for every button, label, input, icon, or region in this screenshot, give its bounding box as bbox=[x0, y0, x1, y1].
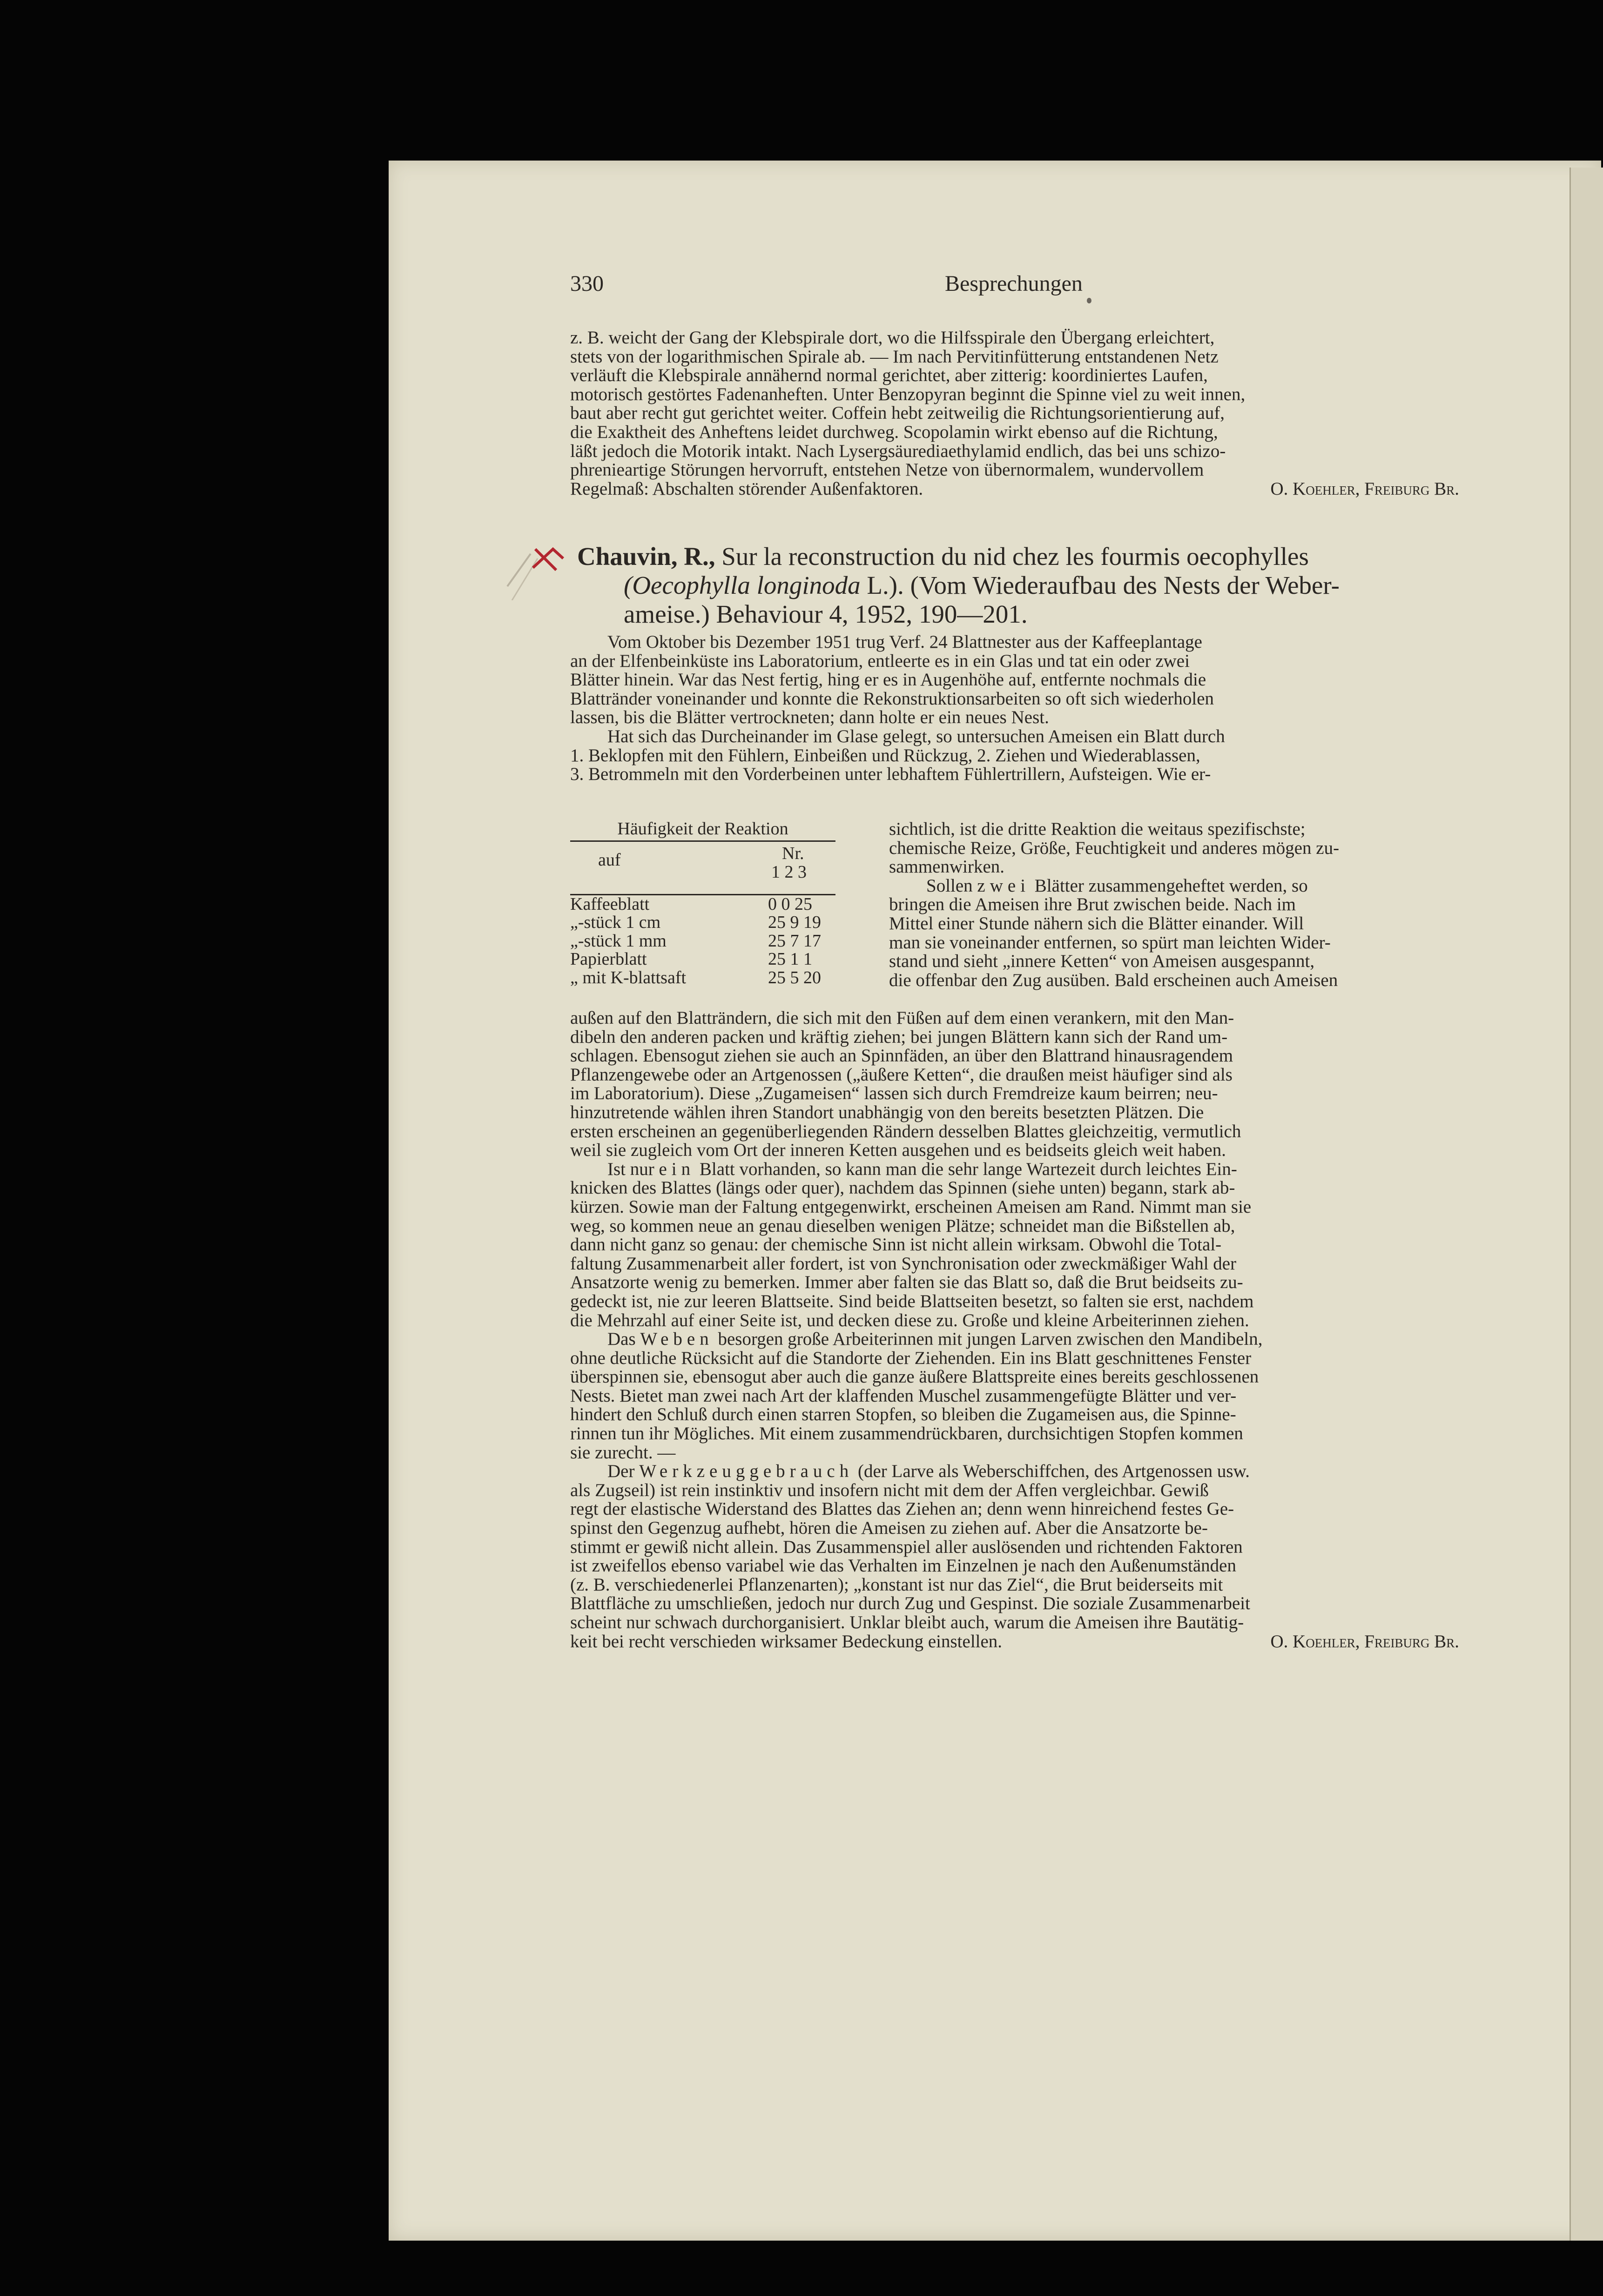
text-line: Mittel einer Stunde nähern sich die Blätter einander. Will bbox=[889, 913, 1304, 933]
text-line: verläuft die Klebspirale annähernd normal gerichtet, aber zitterig: koordiniertes Laufen, bbox=[570, 365, 1208, 386]
text-line: stand und sieht „innere Ketten“ von Ameisen ausgespannt, bbox=[889, 951, 1315, 972]
table-header bbox=[570, 842, 835, 895]
text-line: Blattfläche zu umschließen, jedoch nur durch Zug und Gespinst. Die soziale Zusammenarbeit bbox=[570, 1593, 1250, 1614]
text-line: regt der elastische Widerstand des Blattes das Ziehen an; denn wenn hinreichend festes Ge- bbox=[570, 1499, 1234, 1519]
text-line: Vom Oktober bis Dezember 1951 trug Verf. 24 Blattnester aus der Kaffeeplantage bbox=[607, 632, 1202, 652]
text-line: keit bei recht verschieden wirksamer Bedeckung einstellen. bbox=[570, 1631, 1003, 1652]
text-line: Pflanzengewebe oder an Artgenossen („äußere Ketten“, die draußen meist häufiger sind als bbox=[570, 1064, 1233, 1085]
spaced-word: Werkzeuggebrauch bbox=[639, 1461, 854, 1482]
row-values: 0 0 25 bbox=[768, 894, 812, 914]
text-line: z. B. weicht der Gang der Klebspirale dort, wo die Hilfsspirale den Übergang erleichtert, bbox=[570, 328, 1215, 348]
text-line: ohne deutliche Rücksicht auf die Standorte der Ziehenden. Ein ins Blatt geschnittenes Fenster bbox=[570, 1348, 1252, 1368]
text-line: Regelmaß: Abschalten störender Außenfaktoren. bbox=[570, 478, 923, 499]
row-label: „-stück 1 mm bbox=[570, 931, 667, 951]
text-line: die Mehrzahl auf einer Seite ist, und decken diese zu. Große und kleine Arbeiterinnen ziehen. bbox=[570, 1310, 1249, 1330]
text-line: hindert den Schluß durch einen starren Stopfen, so bleiben die Zugameisen aus, die Spinne- bbox=[570, 1404, 1236, 1425]
text-line: sichtlich, ist die dritte Reaktion die weitaus spezifischste; bbox=[889, 819, 1306, 839]
text-line bbox=[570, 1462, 1459, 1481]
signature: O. Koehler, Freiburg Br. bbox=[1270, 1631, 1459, 1652]
text-line: rinnen tun ihr Mögliches. Mit einem zusammendrückbaren, durchsichtigen Stopfen kommen bbox=[570, 1423, 1243, 1444]
text-line: Hat sich das Durcheinander im Glase gelegt, so untersuchen Ameisen ein Blatt durch bbox=[607, 726, 1225, 746]
citation-line bbox=[577, 542, 1462, 571]
text-line: 1. Beklopfen mit den Fühlern, Einbeißen und Rückzug, 2. Ziehen und Wiederablassen, bbox=[570, 745, 1200, 765]
text-line-signed bbox=[570, 1632, 1459, 1652]
text-line: scheint nur schwach durchorganisiert. Unklar bleibt auch, warum die Ameisen ihre Bautätig- bbox=[570, 1612, 1244, 1632]
text-line: lassen, bis die Blätter vertrockneten; dann holte er ein neues Nest. bbox=[570, 707, 1049, 728]
text-line: phrenieartige Störungen hervorruft, entstehen Netze von übernormalem, wundervollem bbox=[570, 460, 1204, 480]
text-line-signed bbox=[570, 480, 1459, 499]
table-row bbox=[570, 950, 835, 969]
text-line: baut aber recht gut gerichtet weiter. Coffein hebt zeitweilig die Richtungsorientierung auf, bbox=[570, 403, 1225, 423]
review-citation bbox=[577, 542, 1462, 629]
text-run: besorgen große Arbeiterinnen mit jungen Larven zwischen den Mandibeln, bbox=[718, 1329, 1263, 1349]
next-page-edge bbox=[1569, 168, 1603, 2241]
text-line: spinst den Gegenzug aufhebt, hören die Ameisen zu ziehen auf. Aber die Ansatzorte be- bbox=[570, 1518, 1208, 1538]
table-row bbox=[570, 913, 835, 932]
text-line: man sie voneinander entfernen, so spürt man leichten Wider- bbox=[889, 932, 1331, 953]
row-label: Papierblatt bbox=[570, 949, 647, 969]
signature: O. Koehler, Freiburg Br. bbox=[1270, 478, 1459, 499]
citation-text: L.). (Vom Wiederaufbau des Nests der Weber- bbox=[867, 571, 1340, 599]
text-line: weil sie zugleich vom Ort der inneren Ketten ausgehen und es beidseits gleich weit haben. bbox=[570, 1140, 1226, 1161]
review-body bbox=[570, 1009, 1459, 1651]
text-line: schlagen. Ebensogut ziehen sie auch an Spinnfäden, an über den Blattrand hinausragendem bbox=[570, 1046, 1233, 1066]
text-line: außen auf den Blatträndern, die sich mit den Füßen auf dem einen verankern, mit den Man- bbox=[570, 1008, 1234, 1028]
text-line: dann nicht ganz so genau: der chemische Sinn ist nicht allein wirksam. Obwohl die Total- bbox=[570, 1235, 1222, 1255]
text-line: stets von der logarithmischen Spirale ab. — Im nach Pervitinfütterung entstandenen Netz bbox=[570, 346, 1219, 367]
table-row bbox=[570, 969, 835, 987]
right-column-text bbox=[889, 820, 1459, 990]
spaced-word: ein bbox=[659, 1159, 695, 1179]
text-line: hinzutretende wählen ihren Standort unabhängig von den bereits besetzten Plätzen. Die bbox=[570, 1102, 1204, 1122]
species-name: (Oecophylla longinoda bbox=[624, 571, 861, 599]
table-title: Häufigkeit der Reaktion bbox=[570, 820, 835, 842]
text-line: motorisch gestörtes Fadenanheften. Unter Benzopyran beginnt die Spinne viel zu weit innen, bbox=[570, 384, 1246, 404]
reaction-table bbox=[570, 820, 835, 987]
row-values: 25 1 1 bbox=[768, 949, 812, 969]
speck bbox=[1087, 298, 1091, 303]
row-label: Kaffeeblatt bbox=[570, 894, 650, 914]
handwritten-x-mark-icon bbox=[498, 530, 568, 600]
text-line: stimmt er gewiß nicht allein. Das Zusammenspiel aller auslösenden und richtenden Faktoren bbox=[570, 1537, 1243, 1557]
text-line: die Exaktheit des Anheftens leidet durchweg. Scopolamin wirkt ebenso auf die Richtung, bbox=[570, 422, 1218, 442]
row-label: „ mit K-blattsaft bbox=[570, 967, 687, 987]
spaced-word: Weben bbox=[640, 1329, 714, 1349]
text-line bbox=[570, 1330, 1459, 1349]
text-run: Sollen bbox=[926, 875, 973, 896]
row-label: „-stück 1 cm bbox=[570, 913, 661, 932]
text-line: läßt jedoch die Motorik intakt. Nach Lysergsäurediaethylamid endlich, das bei uns schizo- bbox=[570, 441, 1226, 461]
table-nr-numbers: 1 2 3 bbox=[771, 862, 807, 882]
citation-line bbox=[577, 571, 1462, 600]
table-row bbox=[570, 932, 835, 951]
text-run: (der Larve als Weberschiffchen, des Artgenossen usw. bbox=[858, 1461, 1250, 1482]
text-line: dibeln den anderen packen und kräftig ziehen; bei jungen Blättern kann sich der Rand um- bbox=[570, 1027, 1228, 1047]
text-run: Blätter zusammengeheftet werden, so bbox=[1034, 875, 1308, 896]
text-line: bringen die Ameisen ihre Brut zwischen beide. Nach im bbox=[889, 894, 1296, 915]
row-values: 25 9 19 bbox=[768, 913, 821, 932]
text-line: an der Elfenbeinküste ins Laboratorium, entleerte es in ein Glas und tat ein oder zwei bbox=[570, 651, 1190, 671]
text-line: sammenwirken. bbox=[889, 857, 1005, 877]
author: Chauvin, R., bbox=[577, 542, 715, 571]
table-col-label: auf bbox=[598, 850, 621, 870]
text-line: Nests. Bietet man zwei nach Art der klaffenden Muschel zusammengefügte Blätter und ver- bbox=[570, 1385, 1237, 1406]
spaced-word: zwei bbox=[977, 875, 1030, 896]
row-values: 25 5 20 bbox=[768, 967, 821, 987]
text-run: Ist nur bbox=[607, 1159, 654, 1179]
text-line: ersten erscheinen an gegenüberliegenden Rändern desselben Blattes gleichzeitig, vermutlich bbox=[570, 1121, 1241, 1141]
table-nr-label: Nr. bbox=[782, 843, 804, 863]
text-line: knicken des Blattes (längs oder quer), nachdem das Spinnen (siehe unten) begann, stark ab- bbox=[570, 1178, 1235, 1198]
text-line: gedeckt ist, nie zur leeren Blattseite. Sind beide Blattseiten besetzt, so falten sie erst, nachdem bbox=[570, 1291, 1254, 1311]
text-line: chemische Reize, Größe, Feuchtigkeit und anderes mögen zu- bbox=[889, 838, 1340, 858]
text-line: sie zurecht. — bbox=[570, 1442, 676, 1463]
text-line: weg, so kommen neue an genau dieselben wenigen Plätze; schneidet man die Bißstellen ab, bbox=[570, 1215, 1235, 1236]
citation-line: ameise.) Behaviour 4, 1952, 190—201. bbox=[624, 600, 1028, 628]
table-row bbox=[570, 895, 835, 914]
text-line: (z. B. verschiedenerlei Pflanzenarten); „konstant ist nur das Ziel“, die Brut beiderseits mit bbox=[570, 1574, 1223, 1595]
review-intro bbox=[570, 633, 1459, 784]
text-run: Der bbox=[607, 1461, 635, 1482]
text-line: die offenbar den Zug ausüben. Bald erscheinen auch Ameisen bbox=[889, 970, 1338, 990]
text-line: faltung Zusammenarbeit aller fordert, ist von Synchronisation oder zweckmäßiger Wahl der bbox=[570, 1253, 1237, 1274]
text-line: ist zweifellos ebenso variabel wie das Verhalten im Einzelnen je nach den Außenumständen bbox=[570, 1556, 1236, 1576]
text-run: Das bbox=[607, 1329, 636, 1349]
page-number: 330 bbox=[570, 271, 604, 296]
text-run: Blatt vorhanden, so kann man die sehr lange Wartezeit durch leichtes Ein- bbox=[699, 1159, 1237, 1179]
text-line: überspinnen sie, ebensogut aber auch die ganze äußere Blattspreite eines bereits geschlossenen bbox=[570, 1367, 1259, 1387]
text-line: Blätter hinein. War das Nest fertig, hing er es in Augenhöhe auf, entfernte nochmals die bbox=[570, 670, 1206, 690]
citation-title: Sur la reconstruction du nid chez les fourmis oecophylles bbox=[721, 542, 1309, 571]
previous-review bbox=[570, 329, 1459, 498]
row-values: 25 7 17 bbox=[768, 931, 821, 951]
text-line: als Zugseil) ist rein instinktiv und insofern nicht mit dem der Affen vergleichbar. Gewiß bbox=[570, 1480, 1209, 1500]
text-line: kürzen. Sowie man der Faltung entgegenwirkt, erscheinen Ameisen am Rand. Nimmt man sie bbox=[570, 1196, 1252, 1217]
text-line: Blattränder voneinander und konnte die Rekonstruktionsarbeiten so oft sich wiederholen bbox=[570, 688, 1214, 709]
text-line: 3. Betrommeln mit den Vorderbeinen unter lebhaftem Fühlertrillern, Aufsteigen. Wie er- bbox=[570, 764, 1211, 785]
running-title: Besprechungen bbox=[945, 271, 1083, 296]
text-line bbox=[570, 1160, 1459, 1179]
text-line: im Laboratorium). Diese „Zugameisen“ lassen sich durch Fremdreize kaum beirren; neu- bbox=[570, 1083, 1218, 1104]
text-line: Ansatzorte wenig zu bemerken. Immer aber falten sie das Blatt so, daß die Brut beidseits zu- bbox=[570, 1272, 1243, 1293]
text-line bbox=[889, 877, 1459, 896]
